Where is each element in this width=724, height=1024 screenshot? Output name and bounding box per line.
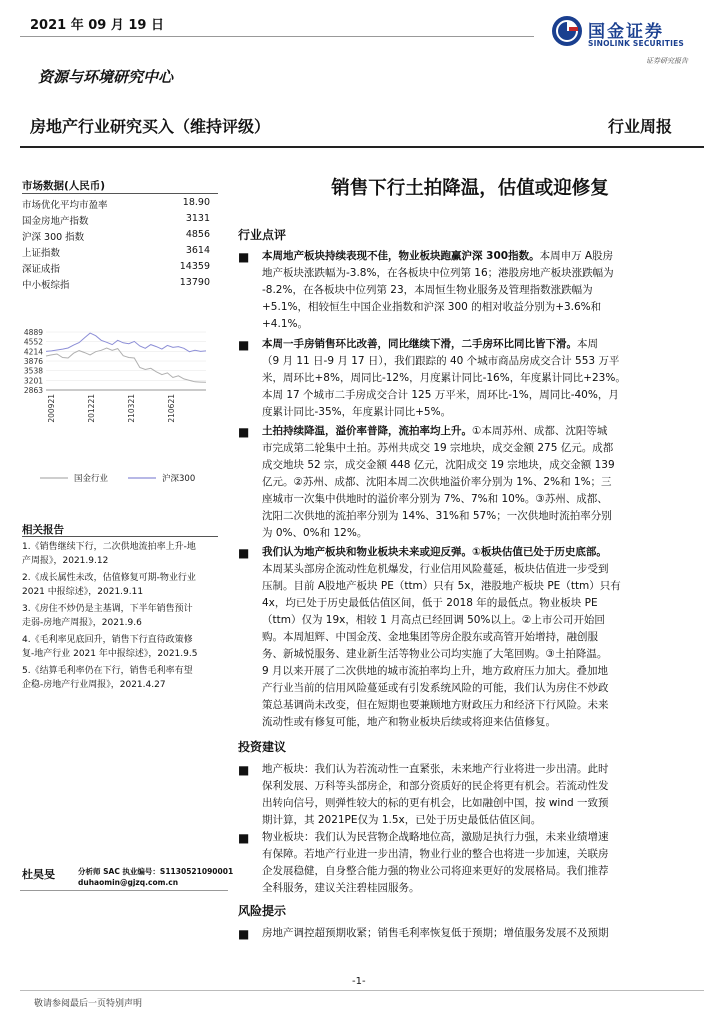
para-line: 4x，均已处于历史最低估值区间，低于 2018 年的最低点。物业板块 PE	[262, 597, 598, 609]
para-line: 保利发展、万科等头部房企，和部分资质好的民企将更有机会。若流动性发	[262, 780, 609, 792]
related-report-line: 复-地产行业 2021 年中报综述》，2021.9.5	[22, 649, 198, 659]
para-line: （9 月 11 日-9 月 17 日），我们跟踪的 40 个城市商品房成交合计 553 万平	[262, 355, 620, 367]
para-line: 策总基调尚未改变，但在短期也要兼顾地方财政压力和经济下行风险。未来	[262, 699, 609, 711]
related-report-line: 企稳-房地产行业周报》，2021.4.27	[22, 680, 166, 690]
related-reports-divider	[22, 536, 218, 537]
y-tick-label: 4889	[23, 328, 43, 337]
market-label: 上证指数	[22, 248, 61, 259]
market-label: 国金房地产指数	[22, 216, 89, 227]
market-value: 3131	[185, 213, 210, 224]
legend-label: 国金行业	[74, 474, 109, 484]
para-line: 全科服务，建议关注碧桂园服务。	[262, 882, 420, 894]
headline: 销售下行土拍降温，估值或迎修复	[331, 178, 609, 199]
related-report-line: 3.《房住不炒仍是主基调，下半年销售预计	[22, 604, 193, 614]
para-text: ①本周苏州、成都、沈阳等城	[472, 425, 608, 437]
related-report-line: 2.《成长属性未改，估值修复可期-物业行业	[22, 573, 196, 583]
market-value: 18.90	[182, 197, 210, 208]
section-title-risk: 风险提示	[238, 904, 287, 918]
research-center: 资源与环境研究中心	[38, 68, 174, 86]
market-label: 市场优化平均市盈率	[22, 200, 108, 211]
related-report-line: 1.《销售继续下行，二次供地流拍率上升-地	[22, 542, 196, 552]
para-line: 地产板块涨跌幅为-3.8%，在各板块中位列第 16；港股房地产板块涨跌幅为	[262, 267, 614, 279]
para-text: 本周	[577, 338, 598, 350]
y-tick-label: 4214	[23, 347, 43, 357]
para-line: 沈阳二次供地的流拍率分别为 14%、31%和 57%；一次供地时流拍率分别	[262, 510, 612, 522]
market-value: 14359	[179, 261, 210, 272]
bullet-icon: ■	[238, 425, 250, 439]
analyst-email[interactable]: duhaomin@gjzq.com.cn	[78, 878, 179, 887]
legend-label: 沪深300	[162, 474, 196, 484]
analyst-divider	[20, 890, 228, 891]
paragraph-housing-sales	[262, 336, 702, 421]
logo-text-en: SINOLINK SECURITIES	[588, 39, 685, 48]
analyst-name: 杜昊旻	[22, 868, 55, 881]
market-label: 中小板综指	[22, 280, 70, 291]
report-title: 房地产行业研究买入（维持评级）	[30, 117, 271, 136]
x-tick-label: 210321	[127, 394, 136, 423]
section-title-investment-advice: 投资建议	[238, 740, 287, 754]
bullet-icon: ■	[238, 927, 250, 941]
market-data-title: 市场数据(人民币)	[22, 180, 106, 192]
market-row	[22, 229, 210, 245]
para-line: 产行业当前的信用风险蔓延或有引发系统风险的可能，我们认为房住不炒政	[262, 682, 609, 694]
market-data-divider	[22, 193, 218, 194]
para-line: 本周 17 个城市二手房成交合计 125 万平米，周环比-1%，周同比-40%，月	[262, 389, 619, 401]
market-row	[22, 197, 210, 213]
related-report-line: 产周报》，2021.9.12	[22, 556, 109, 566]
para-line: 物业板块：我们认为民营物企战略地位高，激励足执行力强，未来业绩增速	[262, 831, 609, 843]
bullet-icon: ■	[238, 250, 250, 264]
logo-text-cn: 国金证券	[588, 22, 664, 42]
paragraph-sector-performance	[262, 248, 702, 333]
related-report-item[interactable]	[22, 664, 222, 692]
para-line: 压制。目前 A股地产板块 PE（ttm）只有 5x，港股地产板块 PE（ttm）只有	[262, 580, 621, 592]
para-line	[262, 423, 702, 440]
report-type: 行业周报	[608, 117, 673, 136]
index-line-chart	[16, 320, 224, 500]
market-value: 3614	[185, 245, 210, 256]
paragraph-property-management	[262, 829, 702, 897]
market-label: 沪深 300 指数	[22, 232, 85, 243]
para-lead: 本周一手房销售环比改善，同比继续下滑，二手房环比同比皆下滑。	[262, 338, 577, 350]
related-reports-title: 相关报告	[22, 524, 64, 536]
header-divider	[20, 36, 534, 37]
bullet-icon: ■	[238, 546, 250, 560]
y-tick-label: 3201	[23, 376, 43, 386]
para-line: 出转向信号，则弹性较大的标的更有机会，比如融创中国，按 wind 一致预	[262, 797, 609, 809]
series-line	[46, 348, 206, 382]
para-line: 亿元。②苏州、成都、沈阳本周二次供地溢价率分别为 1%、2%和 1%；三	[262, 476, 612, 488]
paragraph-property-sector	[262, 761, 702, 829]
market-value: 4856	[185, 229, 210, 240]
market-label: 深证成指	[22, 264, 61, 275]
para-line: 本周某头部房企流动性危机爆发，行业信用风险蔓延，板块估值进一步受到	[262, 563, 609, 575]
para-line: 9 月以来开展了二次供地的城市流拍率均上升，地方政府压力加大。叠加地	[262, 665, 609, 677]
paragraph-valuation-outlook	[262, 544, 702, 731]
market-row	[22, 277, 210, 293]
logo-mark-icon	[552, 16, 582, 46]
analyst-license: 分析师 SAC 执业编号：S1130521090001	[78, 867, 234, 876]
market-row	[22, 261, 210, 277]
y-tick-label: 3538	[23, 366, 43, 376]
para-line: +4.1%。	[262, 318, 308, 330]
related-report-item[interactable]	[22, 540, 222, 568]
y-tick-label: 3876	[23, 357, 43, 366]
para-line: 度累计同比-35%，年度累计同比+5%。	[262, 406, 452, 418]
para-line: 我们认为地产板块和物业板块未来或迎反弹。①板块估值已处于历史底部。	[262, 546, 607, 558]
para-line: 市完成第二轮集中土拍。苏州共成交 19 宗地块，成交金额 275 亿元。成都	[262, 442, 614, 454]
x-tick-label: 210621	[167, 394, 176, 423]
para-line: -8.2%，在各板块中位列第 23，本周恒生物业服务及管理指数涨跌幅为	[262, 284, 593, 296]
related-report-line: 4.《毛利率见底回升，销售下行直待政策修	[22, 635, 193, 645]
title-divider	[20, 146, 704, 148]
para-line: 成交地块 52 宗，成交金额 448 亿元，沈阳成交 19 宗地块，成交金额 139	[262, 459, 615, 471]
para-line	[262, 248, 702, 265]
y-tick-label: 4552	[23, 337, 43, 347]
para-line: 为 0%、0%和 12%。	[262, 527, 368, 539]
para-line: 企发展稳健，自身整合能力强的物业公司将迎来更好的发展格局。我们推荐	[262, 865, 609, 877]
related-report-line: 2021 中报综述》，2021.9.11	[22, 587, 144, 597]
related-report-line: 5.《结算毛利率仍在下行，销售毛利率有望	[22, 666, 193, 676]
para-line	[262, 336, 702, 353]
logo-subtitle: 证券研究报告	[646, 57, 688, 65]
paragraph-risk: 房地产调控超预期收紧；销售毛利率恢复低于预期；增值服务发展不及预期	[262, 927, 609, 939]
para-lead: 土拍持续降温，溢价率普降，流拍率均上升。	[262, 425, 472, 437]
para-line: +5.1%，相较恒生中国企业指数和沪深 300 的相对收益分别为+3.6%和	[262, 301, 602, 313]
bullet-icon: ■	[238, 338, 250, 352]
bullet-icon: ■	[238, 763, 250, 777]
para-line: （ttm）仅为 19x，相较 1 月高点已经回调 50%以上。②上市公司开始回	[262, 614, 605, 626]
para-line: 座城市一次集中供地时的溢价率分别为 7%、7%和 10%。③苏州、成都、	[262, 493, 608, 505]
x-tick-label: 201221	[87, 394, 96, 423]
related-report-item[interactable]	[22, 571, 222, 599]
para-line: 期计算，其 2021PE仅为 1.5x，已处于历史最低估值区间。	[262, 814, 542, 826]
x-tick-label: 200921	[47, 394, 56, 423]
footer-divider	[20, 990, 704, 991]
series-line	[46, 333, 206, 352]
section-title-industry-review: 行业点评	[238, 228, 287, 242]
para-text: 本周申万 A股房	[539, 250, 614, 262]
para-line: 购。本周旭辉、中国金茂、金地集团等房企股东或高管开始增持，融创服	[262, 631, 598, 643]
related-report-item[interactable]	[22, 602, 222, 630]
para-lead: 本周地产板块持续表现不佳，物业板块跑赢沪深 300指数。	[262, 250, 540, 262]
para-line: 米，周环比+8%，周同比-12%，月度累计同比-16%，年度累计同比+23%。	[262, 372, 626, 384]
related-report-item[interactable]	[22, 633, 222, 661]
report-date: 2021 年 09 月 19 日	[30, 18, 164, 33]
related-report-line: 走弱-房地产周报》，2021.9.6	[22, 618, 142, 628]
paragraph-land-auction	[262, 423, 702, 542]
company-logo	[552, 14, 702, 66]
market-row	[22, 245, 210, 261]
page-number: -1-	[352, 976, 366, 987]
market-value: 13790	[179, 277, 210, 288]
para-line: 务、新城悦服务、建业新生活等物业公司均实施了大笔回购。③土拍降温。	[262, 648, 608, 660]
para-line: 有保障。若地产行业进一步出清，物业行业的整合也将进一步加速，关联房	[262, 848, 609, 860]
footer-disclaimer: 敬请参阅最后一页特别声明	[34, 999, 143, 1009]
para-line: 流动性或有修复可能，地产和物业板块后续或将迎来估值修复。	[262, 716, 556, 728]
para-line: 地产板块：我们认为若流动性一直紧张，未来地产行业将进一步出清。此时	[262, 763, 609, 775]
y-tick-label: 2863	[23, 386, 43, 395]
market-row	[22, 213, 210, 229]
bullet-icon: ■	[238, 831, 250, 845]
